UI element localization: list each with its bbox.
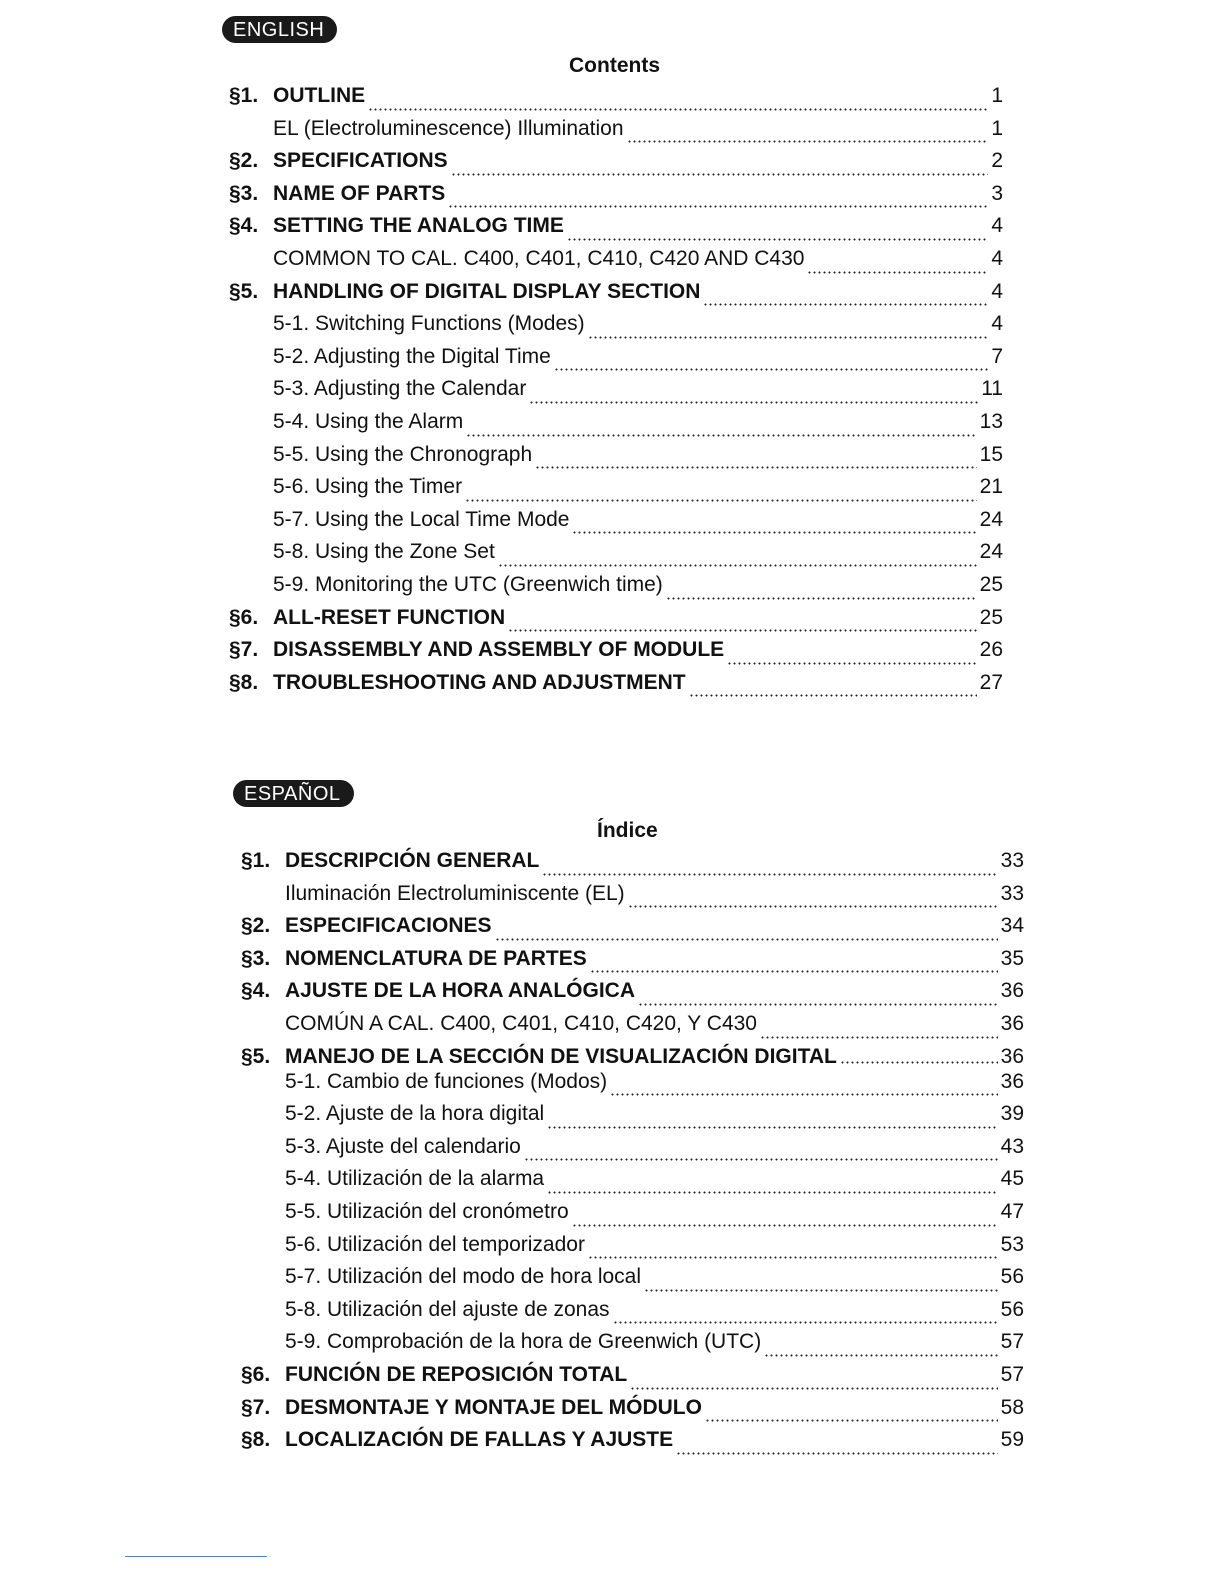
entry-label: Iluminación Electroluminiscente (EL): [285, 881, 625, 905]
page-number: 1: [991, 84, 1003, 107]
toc-entry: [229, 638, 1003, 671]
page-number: 39: [1000, 1102, 1024, 1126]
entry-label: TROUBLESHOOTING AND ADJUSTMENT: [273, 670, 686, 694]
entry-label: FUNCIÓN DE REPOSICIÓN TOTAL: [285, 1362, 628, 1386]
page-number: 33: [1000, 849, 1024, 872]
toc-entry: [229, 475, 1003, 508]
dot-leader: [840, 1061, 998, 1064]
toc-entry: [229, 149, 1003, 182]
dot-leader: [466, 434, 976, 437]
page-number: 43: [1000, 1134, 1024, 1158]
page-number: 36: [1000, 1044, 1024, 1068]
section-number: §8.: [241, 1428, 271, 1452]
section-number: §1.: [229, 84, 259, 107]
section-number: §4.: [229, 214, 259, 238]
page-number: 24: [979, 540, 1003, 564]
section-number: §3.: [241, 946, 271, 970]
page-number: 4: [991, 312, 1003, 336]
entry-label: 5-9. Comprobación de la hora de Greenwich (UTC): [285, 1330, 762, 1354]
dot-leader: [630, 1387, 997, 1390]
dot-leader: [547, 1191, 998, 1194]
dot-leader: [572, 531, 976, 534]
toc-entry: [241, 1200, 1024, 1233]
entry-label: 5-9. Monitoring the UTC (Greenwich time): [273, 572, 663, 596]
toc-entry: [229, 573, 1003, 606]
dot-leader: [689, 694, 977, 697]
toc-entry: [241, 914, 1024, 947]
dot-leader: [448, 205, 988, 208]
dot-leader: [590, 970, 998, 973]
page-number: 15: [979, 442, 1003, 466]
page-number: 3: [991, 181, 1003, 205]
entry-label: 5-2. Ajuste de la hora digital: [285, 1102, 545, 1126]
entry-label: 5-5. Using the Chronograph: [273, 442, 533, 466]
page-number: 4: [991, 214, 1003, 238]
espanol-indice-title: Índice: [597, 819, 658, 842]
page-number: 25: [979, 605, 1003, 629]
entry-label: 5-8. Utilización del ajuste de zonas: [285, 1297, 610, 1321]
toc-entry: [229, 84, 1003, 117]
page-number: 36: [1000, 979, 1024, 1003]
toc-entry: [241, 1102, 1024, 1135]
dot-leader: [495, 938, 998, 941]
toc-entry: [241, 1045, 1024, 1070]
dot-leader: [628, 905, 998, 908]
toc-entry: [229, 410, 1003, 443]
page-number: 7: [991, 344, 1003, 368]
page-number: 56: [1000, 1265, 1024, 1289]
toc-entry: [241, 1363, 1024, 1396]
entry-label: 5-6. Using the Timer: [273, 475, 463, 499]
dot-leader: [529, 401, 978, 404]
entry-label: SETTING THE ANALOG TIME: [273, 214, 564, 238]
dot-leader: [807, 271, 988, 274]
entry-label: NOMENCLATURA DE PARTES: [285, 946, 587, 970]
dot-leader: [644, 1289, 998, 1292]
page-number: 58: [1000, 1395, 1024, 1419]
dot-leader: [524, 1158, 998, 1161]
page-number: 57: [1000, 1330, 1024, 1354]
toc-entry: [241, 1265, 1024, 1298]
page-number: 25: [979, 572, 1003, 596]
entry-label: DESCRIPCIÓN GENERAL: [285, 849, 540, 872]
section-number: §7.: [229, 638, 259, 662]
entry-label: 5-1. Cambio de funciones (Modos): [285, 1069, 608, 1093]
dot-leader: [588, 336, 989, 339]
entry-label: AJUSTE DE LA HORA ANALÓGICA: [285, 979, 636, 1003]
toc-entry: [229, 247, 1003, 280]
dot-leader: [508, 629, 976, 632]
toc-entry: [229, 345, 1003, 378]
toc-entry: [241, 849, 1024, 882]
toc-entry: [241, 1428, 1024, 1461]
entry-label: 5-2. Adjusting the Digital Time: [273, 344, 551, 368]
dot-leader: [705, 1419, 998, 1422]
entry-label: 5-4. Using the Alarm: [273, 409, 464, 433]
toc-entry: [229, 280, 1003, 313]
entry-label: COMMON TO CAL. C400, C401, C410, C420 AND C430: [273, 246, 805, 270]
dot-leader: [760, 1036, 998, 1039]
dot-leader: [368, 108, 988, 111]
toc-entry: [229, 540, 1003, 573]
entry-label: 5-8. Using the Zone Set: [273, 540, 495, 564]
section-number: §2.: [241, 914, 271, 938]
toc-entry: [241, 1396, 1024, 1429]
page-number: 34: [1000, 914, 1024, 938]
page-number: 24: [979, 507, 1003, 531]
toc-entry: [229, 182, 1003, 215]
entry-label: SPECIFICATIONS: [273, 149, 448, 173]
toc-entry: [229, 214, 1003, 247]
section-number: §7.: [241, 1395, 271, 1419]
espanol-language-tab: ESPAÑOL: [233, 780, 354, 807]
english-language-tab: ENGLISH: [222, 16, 337, 43]
entry-label: 5-7. Utilización del modo de hora local: [285, 1265, 642, 1289]
toc-entry: [229, 443, 1003, 476]
dot-leader: [498, 564, 977, 567]
scan-artifact-line: [125, 1556, 267, 1557]
entry-label: ESPECIFICACIONES: [285, 914, 492, 938]
toc-entry: [241, 1070, 1024, 1103]
page-number: 36: [1000, 1069, 1024, 1093]
page-number: 4: [991, 246, 1003, 270]
section-number: §2.: [229, 149, 259, 173]
entry-label: NAME OF PARTS: [273, 181, 446, 205]
dot-leader: [638, 1003, 998, 1006]
dot-leader: [666, 597, 977, 600]
toc-entry: [229, 312, 1003, 345]
entry-label: COMÚN A CAL. C400, C401, C410, C420, Y C430: [285, 1011, 757, 1035]
entry-label: LOCALIZACIÓN DE FALLAS Y AJUSTE: [285, 1428, 674, 1452]
entry-label: 5-7. Using the Local Time Mode: [273, 507, 570, 531]
entry-label: HANDLING OF DIGITAL DISPLAY SECTION: [273, 279, 701, 303]
dot-leader: [588, 1256, 998, 1259]
entry-label: 5-5. Utilización del cronómetro: [285, 1199, 569, 1223]
dot-leader: [613, 1321, 998, 1324]
dot-leader: [627, 140, 989, 143]
page-number: 27: [979, 670, 1003, 694]
toc-entry: [229, 671, 1003, 704]
page-number: 2: [991, 149, 1003, 173]
espanol-toc-list: [241, 849, 1024, 1461]
page-number: 21: [979, 475, 1003, 499]
dot-leader: [451, 173, 989, 176]
dot-leader: [727, 662, 976, 665]
entry-label: 5-3. Ajuste del calendario: [285, 1134, 521, 1158]
section-number: §3.: [229, 181, 259, 205]
dot-leader: [610, 1093, 997, 1096]
entry-label: DESMONTAJE Y MONTAJE DEL MÓDULO: [285, 1395, 702, 1419]
english-toc-list: [229, 84, 1003, 703]
page-number: 59: [1000, 1428, 1024, 1452]
section-number: §5.: [229, 279, 259, 303]
page-number: 33: [1000, 881, 1024, 905]
page-number: 35: [1000, 946, 1024, 970]
entry-label: DISASSEMBLY AND ASSEMBLY OF MODULE: [273, 638, 725, 662]
entry-label: MANEJO DE LA SECCIÓN DE VISUALIZACIÓN DIGITAL: [285, 1044, 837, 1068]
entry-label: 5-4. Utilización de la alarma: [285, 1167, 545, 1191]
dot-leader: [535, 466, 976, 469]
dot-leader: [554, 368, 989, 371]
dot-leader: [764, 1354, 997, 1357]
section-number: §8.: [229, 670, 259, 694]
entry-label: 5-3. Adjusting the Calendar: [273, 377, 527, 401]
dot-leader: [703, 303, 988, 306]
entry-label: EL (Electroluminescence) Illumination: [273, 116, 624, 140]
page-number: 57: [1000, 1362, 1024, 1386]
page-number: 1: [991, 116, 1003, 140]
toc-entry: [241, 1233, 1024, 1266]
toc-entry: [241, 1298, 1024, 1331]
page-number: 56: [1000, 1297, 1024, 1321]
toc-entry: [241, 1330, 1024, 1363]
entry-label: 5-6. Utilización del temporizador: [285, 1232, 585, 1256]
dot-leader: [547, 1126, 997, 1129]
entry-label: OUTLINE: [273, 84, 366, 107]
section-number: §6.: [241, 1362, 271, 1386]
toc-entry: [229, 606, 1003, 639]
toc-entry: [241, 1167, 1024, 1200]
page-number: 13: [979, 409, 1003, 433]
english-contents-title: Contents: [569, 54, 660, 77]
page-number: 47: [1000, 1199, 1024, 1223]
dot-leader: [542, 873, 997, 876]
toc-entry: [241, 979, 1024, 1012]
page-number: 11: [981, 377, 1003, 401]
toc-entry: [241, 1135, 1024, 1168]
toc-entry: [241, 882, 1024, 915]
toc-entry: [229, 117, 1003, 150]
dot-leader: [465, 499, 977, 502]
section-number: §5.: [241, 1044, 271, 1068]
entry-label: 5-1. Switching Functions (Modes): [273, 312, 585, 336]
page-number: 53: [1000, 1232, 1024, 1256]
entry-label: ALL-RESET FUNCTION: [273, 605, 506, 629]
toc-entry: [229, 508, 1003, 541]
page-number: 36: [1000, 1011, 1024, 1035]
section-number: §1.: [241, 849, 271, 872]
toc-entry: [241, 947, 1024, 980]
dot-leader: [567, 238, 988, 241]
dot-leader: [572, 1224, 998, 1227]
toc-entry: [229, 377, 1003, 410]
page-number: 45: [1000, 1167, 1024, 1191]
page-number: 26: [979, 638, 1003, 662]
toc-entry: [241, 1012, 1024, 1045]
dot-leader: [676, 1452, 997, 1455]
page-number: 4: [991, 279, 1003, 303]
section-number: §4.: [241, 979, 271, 1003]
section-number: §6.: [229, 605, 259, 629]
